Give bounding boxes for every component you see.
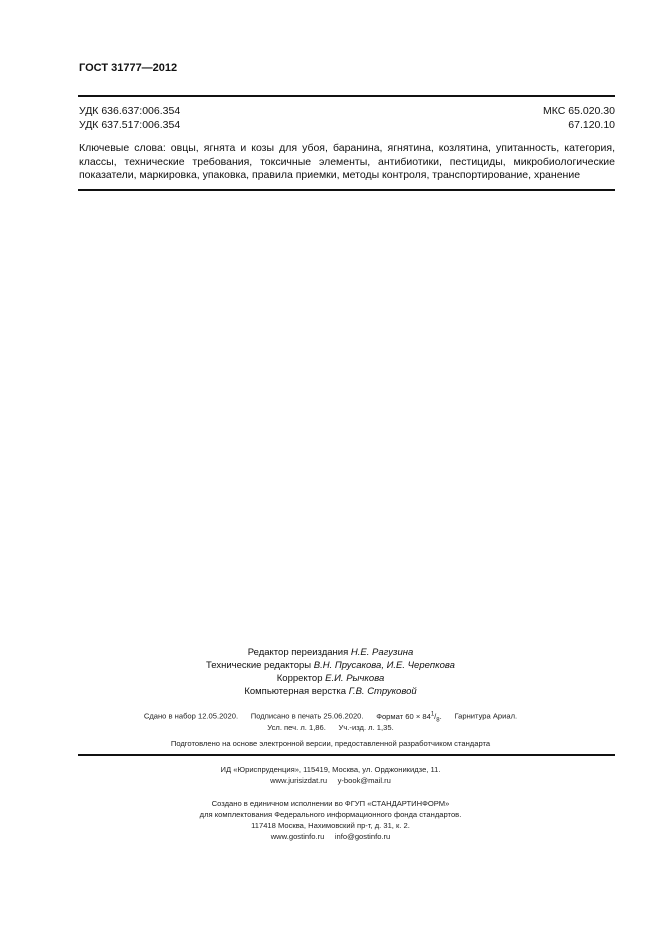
credit-layout (0, 685, 661, 698)
credit-label: Корректор (276, 673, 323, 684)
publisher-divider (78, 754, 615, 756)
typeface: Гарнитура Ариал. (454, 711, 518, 721)
credit-name: Г.В. Струковой (348, 686, 417, 697)
credit-label: Технические редакторы (206, 660, 312, 671)
format-numerator: 1 (430, 711, 435, 717)
producer-website: www.gostinfo.ru (270, 832, 325, 841)
print-sheets: Усл. печ. л. 1,86. (267, 723, 326, 732)
pub-sheets: Уч.-изд. л. 1,35. (338, 723, 394, 732)
credit-name: В.Н. Прусакова, И.Е. Черепкова (313, 660, 455, 671)
credit-tech-editors (0, 659, 661, 672)
udc-block (79, 104, 180, 132)
keywords-paragraph: Ключевые слова: овцы, ягнята и козы для убоя, баранина, ягнятина, козлятина, упитанность, категория, классы, технические требования, токсичные элементы, антибиотики, пестициды, микробиологические показатели, маркировка, упаковка, правила приемки, методы контроля, транспортирование, хранение (79, 142, 615, 182)
publisher-email: y-book@mail.ru (337, 776, 391, 785)
producer-email: info@gostinfo.ru (334, 832, 391, 841)
credit-label: Компьютерная верстка (244, 686, 347, 697)
document-code: ГОСТ 31777—2012 (79, 62, 178, 74)
mks-block (543, 104, 615, 132)
udc-line: УДК 636.637:006.354 (79, 105, 181, 117)
producer-line-2: для комплектования Федерального информационного фонда стандартов. (199, 810, 462, 819)
format-prefix: Формат 60 × 84 (376, 711, 431, 721)
signed-date: Подписано в печать 25.06.2020. (250, 711, 364, 721)
format-suffix: . (439, 711, 442, 721)
udc-line: УДК 637.517:006.354 (79, 119, 181, 131)
publisher-line-1: ИД «Юриспруденция», 115419, Москва, ул. Орджоникидзе, 11. (220, 765, 441, 774)
credit-corrector (0, 672, 661, 685)
submitted-date: Сдано в набор 12.05.2020. (143, 711, 239, 721)
top-divider (78, 95, 615, 97)
credit-name: Н.Е. Рагузина (350, 647, 414, 658)
credit-label: Редактор переиздания (247, 647, 349, 658)
publisher-contacts (0, 775, 661, 786)
mks-line: МКС 65.020.30 (543, 105, 615, 117)
mks-line: 67.120.10 (568, 119, 615, 131)
credit-editor (0, 646, 661, 659)
prepared-note: Подготовлено на основе электронной версии, предоставленной разработчиком стандарта (170, 739, 491, 748)
publisher-website: www.jurisizdat.ru (270, 776, 328, 785)
format-denominator: 8 (436, 717, 440, 724)
paper-format: Формат $60 \times 84^1/_8$. (376, 711, 442, 724)
credits-block (0, 646, 661, 698)
producer-line-1: Создано в единичном исполнении во ФГУП «СТАНДАРТИНФОРМ» (211, 799, 450, 808)
producer-contacts (0, 831, 661, 842)
credit-name: Е.И. Рычкова (325, 673, 385, 684)
sheets-line (0, 722, 661, 733)
producer-address: 117418 Москва, Нахимовский пр-т, д. 31, к. 2. (251, 821, 410, 830)
keywords-divider (78, 189, 615, 191)
